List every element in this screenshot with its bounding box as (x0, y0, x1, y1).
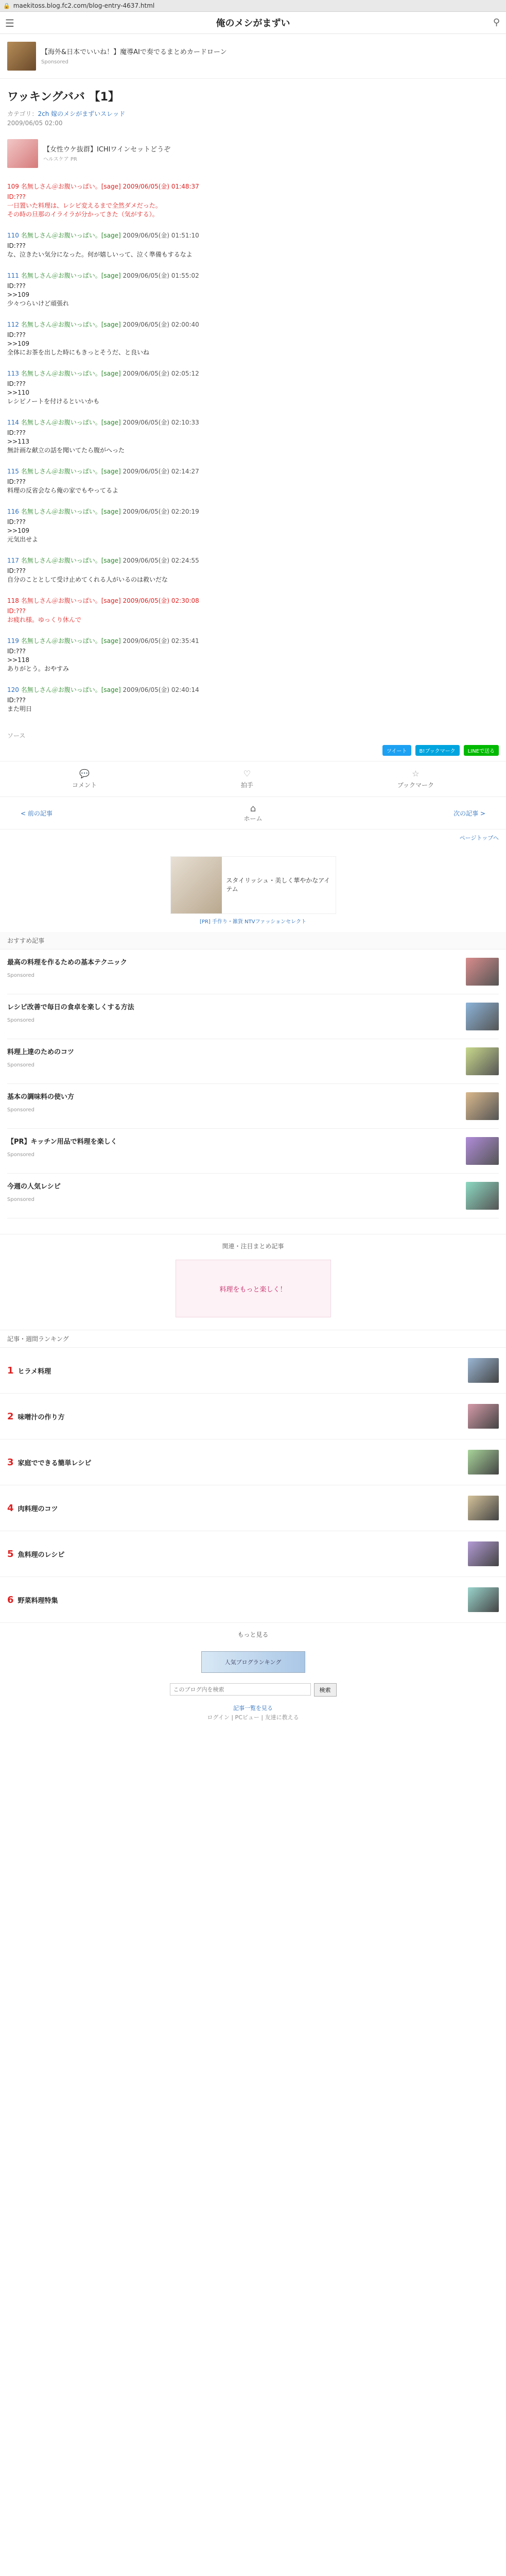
search-button[interactable]: 検索 (314, 1683, 337, 1697)
recommend-item-source: Sponsored (7, 1062, 34, 1068)
ranking-item-thumbnail[interactable] (468, 1587, 499, 1612)
article-nav (0, 797, 506, 829)
ranking-item-text[interactable] (7, 1411, 65, 1422)
comment-label[interactable]: コメント (72, 782, 97, 789)
post-header (7, 231, 499, 240)
post-header (7, 686, 499, 694)
page-top-link[interactable]: ページトップへ (459, 835, 499, 841)
recommend-item-text[interactable] (7, 1092, 74, 1115)
ranking-item[interactable] (0, 1577, 506, 1623)
post-item (7, 413, 499, 462)
recommend-item-text[interactable] (7, 1047, 74, 1070)
ranking-logo-banner[interactable]: 人気ブログランキング (201, 1651, 305, 1673)
post-header (7, 637, 499, 646)
post-date: 2009/06/05(金) 02:10:33 (123, 419, 199, 426)
post-list (7, 177, 499, 721)
next-label[interactable]: 次の記事 (453, 809, 479, 817)
action-row (0, 761, 506, 797)
post-date: 2009/06/05(金) 02:30:08 (123, 597, 199, 604)
post-number[interactable]: 112 (7, 321, 19, 328)
ranking-item-text[interactable] (7, 1503, 58, 1514)
recommend-item-thumbnail[interactable] (466, 958, 499, 986)
ranking-item[interactable] (0, 1485, 506, 1531)
prev-article-link[interactable]: < 前の記事 (21, 809, 53, 817)
lock-icon: 🔒 (3, 2, 10, 9)
recommend-item-thumbnail[interactable] (466, 1182, 499, 1210)
post-item (7, 226, 499, 266)
post-number[interactable]: 114 (7, 419, 19, 426)
home-label[interactable]: ホーム (243, 815, 263, 822)
ranking-item-thumbnail[interactable] (468, 1496, 499, 1520)
footer-nav[interactable]: ログイン | PCビュー | 友達に教える (207, 1714, 299, 1721)
recommend-item-text[interactable] (7, 1182, 61, 1205)
site-header (0, 12, 506, 34)
post-number[interactable]: 110 (7, 232, 19, 239)
post-body: ID:??? >>110 レシピノートを付けるといいかも (7, 380, 100, 405)
menu-icon[interactable]: ☰ (5, 17, 14, 29)
ranking-title: 記事・週間ランキング (0, 1330, 506, 1348)
post-date: 2009/06/05(金) 02:05:12 (123, 370, 199, 377)
post-body: ID:??? 自分のこととして受け止めてくれる人がいるのは救いだな (7, 567, 168, 583)
ranking-item[interactable] (0, 1348, 506, 1394)
ranking-number: 1 (7, 1365, 14, 1376)
post-date: 2009/06/05(金) 01:48:37 (123, 183, 199, 190)
ranking-list (0, 1348, 506, 1623)
post-header (7, 597, 499, 605)
post-number[interactable]: 109 (7, 183, 19, 190)
recommend-title: おすすめ記事 (0, 932, 506, 950)
post-body: ID:??? >>109 元気出せよ (7, 518, 39, 543)
pickup-ad[interactable]: 料理をもっと楽しく！ (176, 1260, 331, 1317)
post-header (7, 369, 499, 378)
post-number[interactable]: 113 (7, 370, 19, 377)
ad-text[interactable]: 【海外&日本でいいね！】魔導AIで奏でるまとめカードローン (41, 48, 227, 56)
post-author: 名無しさん＠お腹いっぱい。[sage] (21, 232, 121, 239)
post-item (7, 681, 499, 721)
search-input[interactable] (170, 1683, 311, 1696)
recommend-item-text[interactable] (7, 1003, 134, 1025)
source-label: ソース (7, 732, 26, 739)
ranking-item[interactable] (0, 1394, 506, 1439)
post-header (7, 182, 499, 191)
post-author: 名無しさん＠お腹いっぱい。[sage] (21, 686, 121, 693)
recommend-item-title[interactable]: 基本の調味料の使い方 (7, 1093, 75, 1101)
post-body: ID:??? >>113 無計画な献立の話を聞いてたら腹がへった (7, 429, 125, 454)
more-link[interactable]: もっと見る (237, 1631, 269, 1638)
ad-text[interactable]: 【女性ウケ抜群】ICHIワインセットどうぞ (43, 145, 171, 154)
ranking-item-title[interactable]: 魚料理のレシピ (18, 1551, 65, 1559)
post-date: 2009/06/05(金) 01:55:02 (123, 272, 199, 279)
ranking-item-thumbnail[interactable] (468, 1541, 499, 1566)
ranking-item-text[interactable] (7, 1549, 64, 1560)
post-number[interactable]: 111 (7, 272, 19, 279)
post-author: 名無しさん＠お腹いっぱい。[sage] (21, 419, 121, 426)
line-share-button[interactable]: LINEで送る (464, 745, 499, 756)
article-date: 2009/06/05 02:00 (7, 120, 63, 127)
footer-links (0, 1704, 506, 1722)
post-author: 名無しさん＠お腹いっぱい。[sage] (21, 370, 121, 377)
post-body: ID:??? >>118 ありがとう。おやすみ (7, 648, 69, 672)
recommend-item-text[interactable] (7, 1137, 117, 1160)
url-text[interactable]: maekitoss.blog.fc2.com/blog-entry-4637.html (13, 2, 155, 9)
recommend-item-thumbnail[interactable] (466, 1092, 499, 1120)
recommend-item-source: Sponsored (7, 1152, 34, 1158)
post-author: 名無しさん＠お腹いっぱい。[sage] (21, 508, 121, 515)
post-header (7, 507, 499, 516)
ranking-number: 2 (7, 1411, 14, 1422)
banner-ad[interactable] (170, 856, 336, 914)
ranking-item-title[interactable]: 野菜料理特集 (18, 1597, 58, 1605)
article-meta (7, 109, 499, 128)
recommend-list (0, 950, 506, 1218)
post-author: 名無しさん＠お腹いっぱい。[sage] (21, 272, 121, 279)
ad-sponsored-label: Sponsored (41, 59, 68, 65)
post-date: 2009/06/05(金) 01:51:10 (123, 232, 199, 239)
ranking-item[interactable] (0, 1531, 506, 1577)
post-body: ID:??? な、泣きたい気分になった。何が嬉しいって、泣く準備もするなよ (7, 242, 193, 258)
post-body: ID:??? また明日 (7, 697, 32, 713)
tweet-button[interactable]: ツイート (382, 745, 411, 756)
next-article-link[interactable]: 次の記事 > (453, 809, 485, 817)
post-author: 名無しさん＠お腹いっぱい。[sage] (21, 321, 121, 328)
ranking-number: 3 (7, 1456, 14, 1468)
post-date: 2009/06/05(金) 02:40:14 (123, 686, 199, 693)
ranking-item-thumbnail[interactable] (468, 1450, 499, 1475)
post-body: ID:??? 料理の反省会なら俺の家でもやってるよ (7, 478, 119, 494)
recommend-item-source: Sponsored (7, 1018, 34, 1023)
category-link[interactable]: 2ch 嫁のメシがまずいスレッド (38, 110, 126, 117)
ranking-number: 4 (7, 1502, 14, 1514)
recommend-item-source: Sponsored (7, 1107, 34, 1113)
ranking-item-title[interactable]: 家庭でできる簡単レシピ (18, 1459, 92, 1467)
post-number[interactable]: 115 (7, 468, 19, 475)
ranking-number: 5 (7, 1548, 14, 1560)
recommend-item-thumbnail[interactable] (466, 1003, 499, 1030)
category-prefix: カテゴリ： (7, 110, 38, 117)
post-item (7, 177, 499, 226)
ranking-item-title[interactable]: 味噌汁の作り方 (18, 1413, 65, 1421)
recommend-item-source: Sponsored (7, 1197, 34, 1202)
mid-ad[interactable] (7, 135, 499, 172)
clap-label[interactable]: 拍手 (240, 782, 253, 789)
recommend-item-title[interactable]: 最高の料理を作るための基本テクニック (7, 959, 127, 967)
bookmark-icon[interactable]: ☆ (412, 769, 420, 778)
post-body: ID:??? お疲れ様。ゆっくり休んで (7, 607, 81, 623)
recommend-item[interactable] (7, 1129, 499, 1174)
post-date: 2009/06/05(金) 02:14:27 (123, 468, 199, 475)
recommend-item[interactable] (7, 1174, 499, 1218)
ranking-item-title[interactable]: ヒラメ料理 (18, 1367, 51, 1376)
recommend-item[interactable] (7, 994, 499, 1039)
prev-label[interactable]: 前の記事 (27, 809, 53, 817)
ad-thumbnail[interactable] (7, 139, 38, 168)
post-item (7, 591, 499, 632)
post-author: 名無しさん＠お腹いっぱい。[sage] (21, 637, 121, 645)
post-number[interactable]: 120 (7, 686, 19, 693)
site-title[interactable]: 俺のメシがまずい (216, 18, 290, 29)
post-author: 名無しさん＠お腹いっぱい。[sage] (21, 468, 121, 475)
post-header (7, 467, 499, 476)
post-item (7, 364, 499, 413)
post-body: ID:??? 一日置いた料理は、レシピ変えるまで全然ダメだった。 その時の旦那のイライラが分かってきた（気がする）。 (7, 193, 162, 218)
post-item (7, 266, 499, 315)
hatena-bookmark-button[interactable]: B!ブックマーク (415, 745, 460, 756)
banner-thumbnail[interactable] (171, 857, 222, 913)
entry-list-link[interactable]: 記事一覧を見る (233, 1705, 273, 1711)
recommend-item[interactable] (7, 950, 499, 994)
post-item (7, 462, 499, 502)
ranking-item-thumbnail[interactable] (468, 1358, 499, 1383)
ad-thumbnail[interactable] (7, 42, 36, 71)
home-link[interactable] (243, 803, 262, 823)
post-number[interactable]: 118 (7, 597, 19, 604)
ad-sub-label: ヘルスケア PR (43, 156, 77, 162)
post-author: 名無しさん＠お腹いっぱい。[sage] (21, 183, 121, 190)
post-date: 2009/06/05(金) 02:00:40 (123, 321, 199, 328)
recommend-item-title[interactable]: 今週の人気レシピ (7, 1183, 61, 1191)
comment-action[interactable] (72, 769, 97, 789)
home-icon[interactable]: ⌂ (250, 803, 256, 814)
post-header (7, 320, 499, 329)
post-item (7, 551, 499, 591)
post-number[interactable]: 117 (7, 557, 19, 564)
post-number[interactable]: 119 (7, 637, 19, 645)
recommend-item-title[interactable]: 【PR】キッチン用品で料理を楽しく (7, 1138, 117, 1146)
ranking-item-thumbnail[interactable] (468, 1404, 499, 1429)
share-row (7, 745, 499, 756)
recommend-item[interactable] (7, 1039, 499, 1084)
browser-address-bar[interactable] (0, 0, 506, 12)
bookmark-action[interactable] (397, 769, 434, 789)
post-item (7, 315, 499, 364)
post-header (7, 556, 499, 565)
post-date: 2009/06/05(金) 02:35:41 (123, 637, 199, 645)
ranking-item-text[interactable] (7, 1595, 58, 1605)
banner-text[interactable]: スタイリッシュ・美しく華やかなアイテム (226, 877, 330, 893)
recommend-item-title[interactable]: 料理上達のためのコツ (7, 1048, 75, 1056)
post-number[interactable]: 116 (7, 508, 19, 515)
article (0, 79, 506, 756)
recommend-item-source: Sponsored (7, 973, 34, 978)
recommend-item-title[interactable]: レシピ改善で毎日の食卓を楽しくする方法 (7, 1004, 134, 1011)
comment-icon[interactable]: 💬 (79, 769, 90, 778)
ranking-number: 6 (7, 1594, 14, 1605)
post-date: 2009/06/05(金) 02:20:19 (123, 508, 199, 515)
recommend-item[interactable] (7, 1084, 499, 1129)
bookmark-label[interactable]: ブックマーク (397, 782, 434, 789)
recommend-item-text[interactable] (7, 958, 127, 980)
post-body: ID:??? >>109 全体にお茶を出した時にもきっとそうだ、と良いね (7, 331, 150, 356)
post-item (7, 502, 499, 551)
recommend-item-thumbnail[interactable] (466, 1047, 499, 1075)
clap-action[interactable] (241, 769, 253, 789)
article-title: ワッキングババ 【1】 (7, 91, 119, 104)
search-area (0, 1683, 506, 1697)
post-item (7, 632, 499, 681)
ranking-item-text[interactable] (7, 1457, 91, 1468)
top-ad[interactable] (0, 34, 506, 79)
clap-icon[interactable]: ♡ (243, 769, 251, 778)
search-icon[interactable]: ⚲ (493, 17, 500, 28)
ranking-item[interactable] (0, 1439, 506, 1485)
banner-caption[interactable]: [PR] 手作り・雑貨 NTVファッションセレクト (200, 919, 306, 925)
pickup-title: 関連・注目まとめ記事 (0, 1234, 506, 1255)
post-body: ID:??? >>109 少々つらいけど頑張れ (7, 282, 69, 307)
ranking-item-text[interactable] (7, 1365, 51, 1376)
recommend-item-thumbnail[interactable] (466, 1137, 499, 1165)
post-author: 名無しさん＠お腹いっぱい。[sage] (21, 597, 121, 604)
post-author: 名無しさん＠お腹いっぱい。[sage] (21, 557, 121, 564)
ranking-item-title[interactable]: 肉料理のコツ (18, 1505, 58, 1513)
post-header (7, 272, 499, 280)
post-header (7, 418, 499, 427)
post-date: 2009/06/05(金) 02:24:55 (123, 557, 199, 564)
